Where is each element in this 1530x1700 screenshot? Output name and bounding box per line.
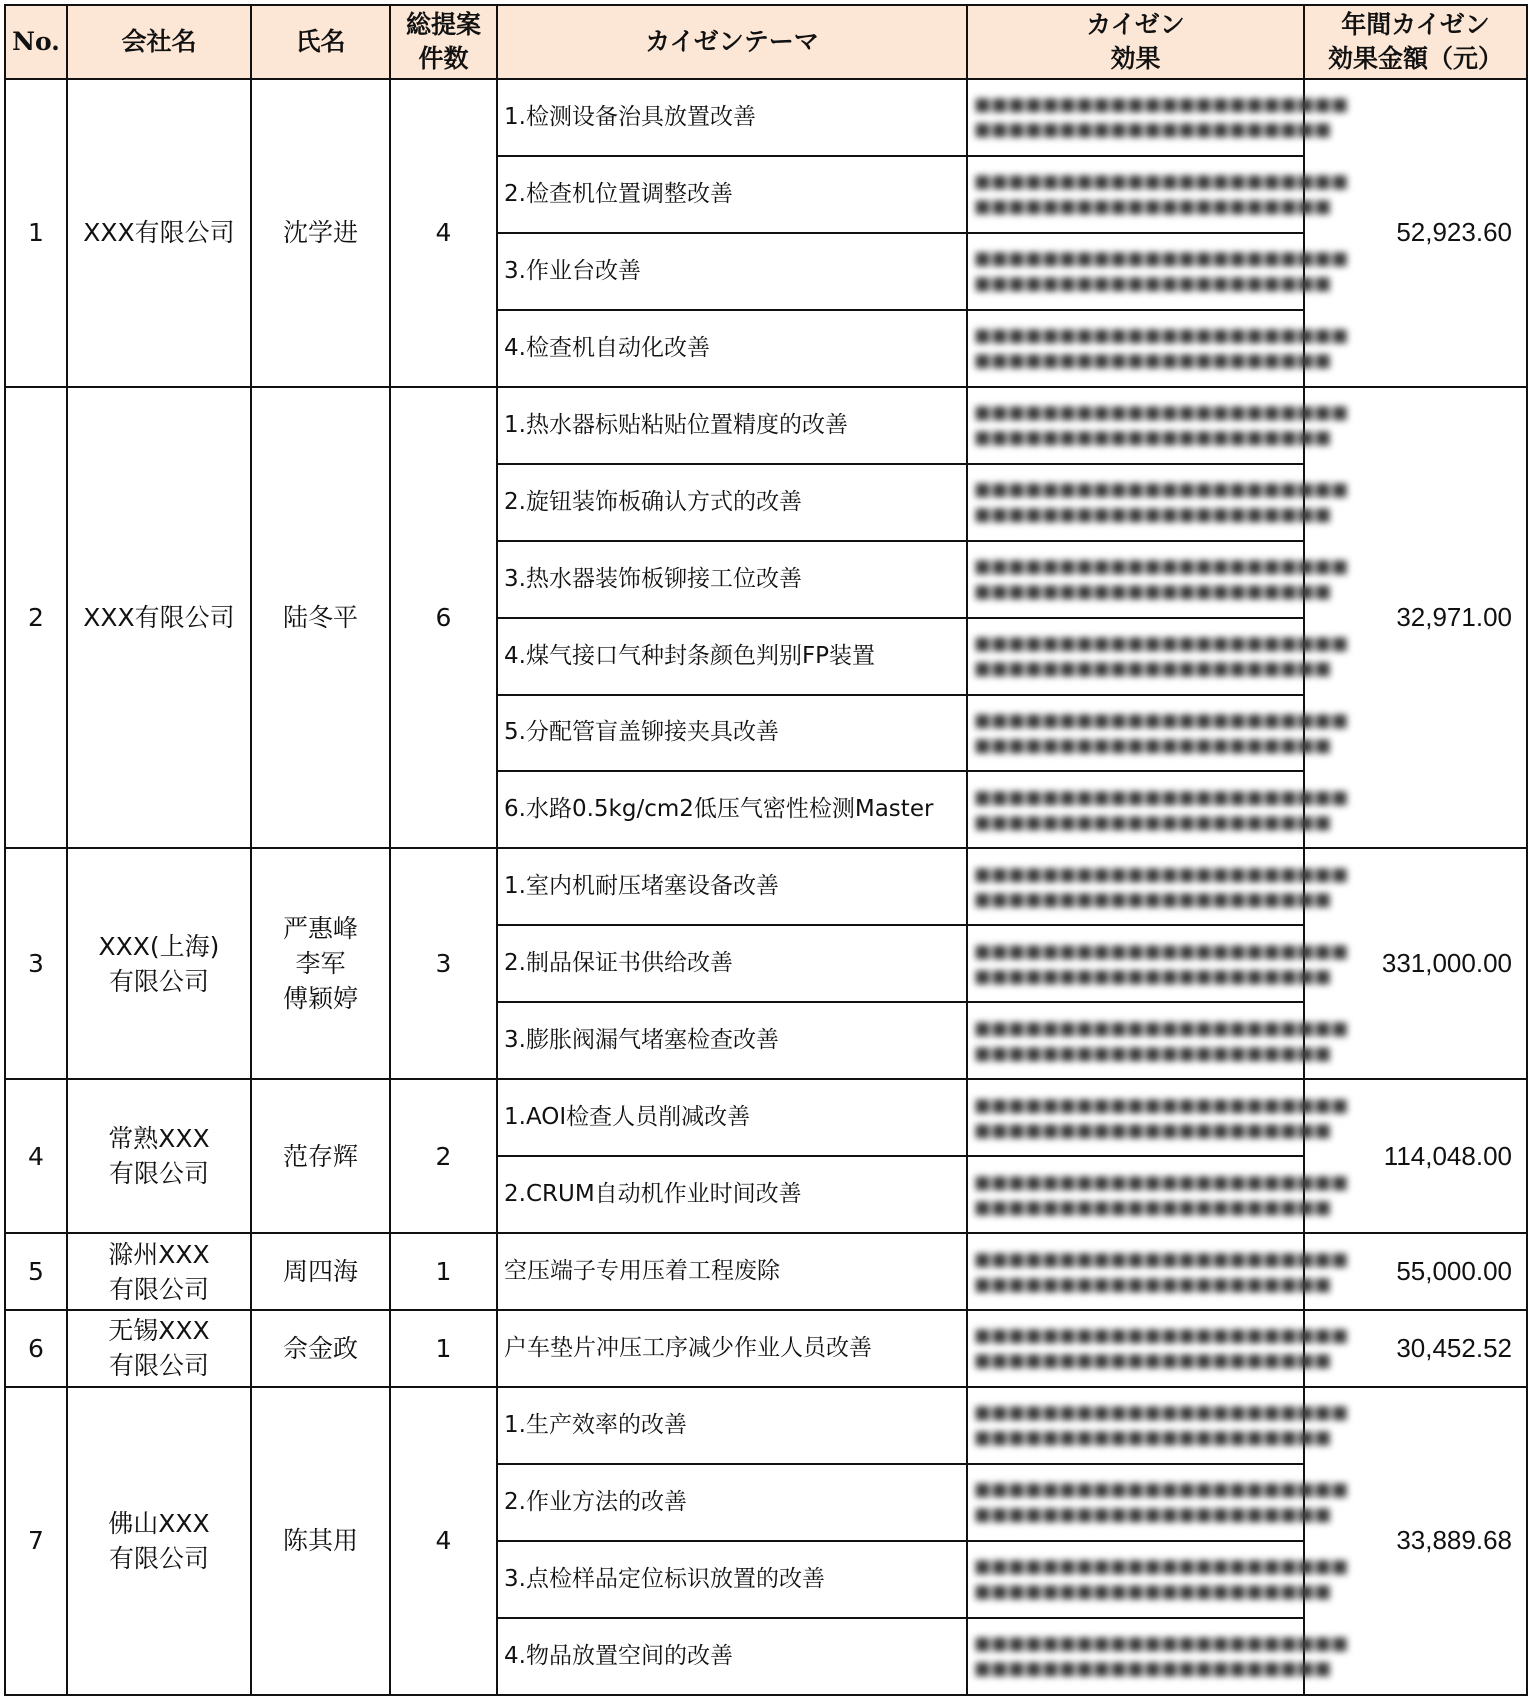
annual-effect-amount: 114,048.00	[1304, 1079, 1527, 1233]
table-body	[5, 79, 1527, 1695]
blurred-text: ■■■■■■■■■■■■■■■■■■■■■■	[974, 1479, 1349, 1501]
proposal-count: 3	[390, 848, 497, 1079]
kaizen-effect-blurred	[967, 1541, 1349, 1618]
company-name-line: XXX有限公司	[83, 218, 235, 248]
company-name-line: 有限公司	[108, 966, 209, 996]
blurred-text: ■■■■■■■■■■■■■■■■■■■■■■	[974, 940, 1349, 962]
table-row	[5, 1310, 1527, 1387]
person-name-line: 陆冬平	[282, 603, 358, 633]
kaizen-effect-blurred	[967, 387, 1349, 464]
blurred-text: ■■■■■■■■■■■■■■■■■■■■■	[974, 1042, 1332, 1064]
kaizen-theme: 户车垫片冲压工序减少作业人员改善	[497, 1310, 967, 1387]
blurred-text: ■■■■■■■■■■■■■■■■■■■■■■	[974, 479, 1349, 501]
header-amount	[1304, 5, 1527, 79]
kaizen-effect-blurred	[967, 1233, 1349, 1310]
blurred-text: ■■■■■■■■■■■■■■■■■■■■■	[974, 1504, 1332, 1526]
kaizen-effect-blurred	[967, 1079, 1349, 1156]
header-amount-line: 効果金額（元）	[1327, 44, 1503, 73]
kaizen-theme: 1.室内机耐压堵塞设备改善	[497, 848, 967, 925]
header-company: 会社名	[67, 5, 251, 79]
blurred-text: ■■■■■■■■■■■■■■■■■■■■■■	[974, 325, 1349, 347]
annual-effect-amount: 55,000.00	[1304, 1233, 1527, 1310]
kaizen-effect-blurred	[967, 156, 1349, 233]
blurred-text: ■■■■■■■■■■■■■■■■■■■■■■	[974, 171, 1349, 193]
kaizen-theme: 3.膨胀阀漏气堵塞检查改善	[497, 1002, 967, 1079]
blurred-text: ■■■■■■■■■■■■■■■■■■■■■	[974, 811, 1332, 833]
person-name	[251, 1387, 390, 1695]
person-name-line: 傅颖婷	[282, 984, 358, 1014]
person-name	[251, 1233, 390, 1310]
company-name	[67, 387, 251, 849]
person-name	[251, 848, 390, 1079]
person-name	[251, 1079, 390, 1233]
kaizen-theme: 2.检查机位置调整改善	[497, 156, 967, 233]
kaizen-theme: 6.水路0.5kg/cm2低压气密性检测Master	[497, 771, 967, 848]
blurred-text: ■■■■■■■■■■■■■■■■■■■■■	[974, 350, 1332, 372]
company-name	[67, 1310, 251, 1387]
company-name	[67, 1233, 251, 1310]
person-name	[251, 79, 390, 387]
company-name	[67, 1079, 251, 1233]
kaizen-effect-blurred	[967, 233, 1349, 310]
header-effect-line: 効果	[1110, 44, 1161, 73]
kaizen-theme: 空压端子专用压着工程废除	[497, 1233, 967, 1310]
blurred-text: ■■■■■■■■■■■■■■■■■■■■■	[974, 965, 1332, 987]
kaizen-theme: 3.作业台改善	[497, 233, 967, 310]
blurred-text: ■■■■■■■■■■■■■■■■■■■■■	[974, 196, 1332, 218]
kaizen-effect-blurred	[967, 618, 1349, 695]
blurred-text: ■■■■■■■■■■■■■■■■■■■■■■	[974, 556, 1349, 578]
company-name-line: 有限公司	[108, 1274, 209, 1304]
company-name-line: 佛山XXX	[108, 1508, 210, 1538]
blurred-text: ■■■■■■■■■■■■■■■■■■■■■■	[974, 402, 1349, 424]
kaizen-effect-blurred	[967, 1387, 1349, 1464]
kaizen-effect-blurred	[967, 541, 1349, 618]
blurred-text: ■■■■■■■■■■■■■■■■■■■■■	[974, 1196, 1332, 1218]
annual-effect-amount: 331,000.00	[1304, 848, 1527, 1079]
annual-effect-amount: 32,971.00	[1304, 387, 1527, 849]
kaizen-theme: 1.生产效率的改善	[497, 1387, 967, 1464]
blurred-text: ■■■■■■■■■■■■■■■■■■■■■■	[974, 709, 1349, 731]
blurred-text: ■■■■■■■■■■■■■■■■■■■■■	[974, 734, 1332, 756]
blurred-text: ■■■■■■■■■■■■■■■■■■■■■■	[974, 1325, 1349, 1347]
kaizen-theme: 1.检测设备治具放置改善	[497, 79, 967, 156]
blurred-text: ■■■■■■■■■■■■■■■■■■■■■	[974, 1427, 1332, 1449]
person-name-line: 李军	[295, 949, 346, 979]
blurred-text: ■■■■■■■■■■■■■■■■■■■■■	[974, 1581, 1332, 1603]
kaizen-results-table	[4, 4, 1528, 1696]
blurred-text: ■■■■■■■■■■■■■■■■■■■■■	[974, 1119, 1332, 1141]
company-name-line: 有限公司	[108, 1351, 209, 1381]
row-number: 4	[5, 1079, 67, 1233]
kaizen-theme: 1.AOI检查人员削减改善	[497, 1079, 967, 1156]
company-name-line: XXX(上海)	[98, 931, 220, 961]
table-header-row	[5, 5, 1527, 79]
blurred-text: ■■■■■■■■■■■■■■■■■■■■■■	[974, 1633, 1349, 1655]
person-name-line: 沈学进	[282, 218, 358, 248]
blurred-text: ■■■■■■■■■■■■■■■■■■■■■	[974, 504, 1332, 526]
company-name-line: 常熟XXX	[108, 1124, 210, 1154]
blurred-text: ■■■■■■■■■■■■■■■■■■■■■■	[974, 1248, 1349, 1270]
blurred-text: ■■■■■■■■■■■■■■■■■■■■■■	[974, 1402, 1349, 1424]
row-number: 6	[5, 1310, 67, 1387]
kaizen-theme: 5.分配管盲盖铆接夹具改善	[497, 695, 967, 772]
blurred-text: ■■■■■■■■■■■■■■■■■■■■■	[974, 273, 1332, 295]
annual-effect-amount: 33,889.68	[1304, 1387, 1527, 1695]
header-count	[390, 5, 497, 79]
kaizen-effect-blurred	[967, 925, 1349, 1002]
person-name-line: 严惠峰	[282, 914, 358, 944]
kaizen-theme: 4.检查机自动化改善	[497, 310, 967, 387]
table-row	[5, 1233, 1527, 1310]
kaizen-effect-blurred	[967, 464, 1349, 541]
person-name-line: 佘金政	[282, 1333, 358, 1363]
company-name	[67, 79, 251, 387]
header-effect-line: カイゼン	[1086, 10, 1185, 39]
blurred-text: ■■■■■■■■■■■■■■■■■■■■■	[974, 658, 1332, 680]
header-theme: カイゼンテーマ	[497, 5, 967, 79]
table-row	[5, 1387, 1527, 1464]
company-name-line: XXX有限公司	[83, 603, 235, 633]
blurred-text: ■■■■■■■■■■■■■■■■■■■■■	[974, 119, 1332, 141]
header-person: 氏名	[251, 5, 390, 79]
header-count-line: 件数	[418, 44, 469, 73]
blurred-text: ■■■■■■■■■■■■■■■■■■■■■■	[974, 863, 1349, 885]
header-no: No.	[5, 5, 67, 79]
table-row	[5, 79, 1527, 156]
blurred-text: ■■■■■■■■■■■■■■■■■■■■■	[974, 1658, 1332, 1680]
kaizen-effect-blurred	[967, 1464, 1349, 1541]
company-name	[67, 1387, 251, 1695]
blurred-text: ■■■■■■■■■■■■■■■■■■■■■■	[974, 1094, 1349, 1116]
row-number: 2	[5, 387, 67, 849]
kaizen-effect-blurred	[967, 1618, 1349, 1695]
blurred-text: ■■■■■■■■■■■■■■■■■■■■■■	[974, 1556, 1349, 1578]
company-name	[67, 848, 251, 1079]
blurred-text: ■■■■■■■■■■■■■■■■■■■■■■	[974, 1017, 1349, 1039]
header-amount-line: 年間カイゼン	[1341, 10, 1490, 39]
row-number: 5	[5, 1233, 67, 1310]
company-name-line: 无锡XXX	[108, 1316, 210, 1346]
person-name	[251, 387, 390, 849]
kaizen-effect-blurred	[967, 771, 1349, 848]
kaizen-theme: 3.热水器装饰板铆接工位改善	[497, 541, 967, 618]
company-name-line: 滁州XXX	[108, 1239, 210, 1269]
company-name-line: 有限公司	[108, 1159, 209, 1189]
blurred-text: ■■■■■■■■■■■■■■■■■■■■■	[974, 888, 1332, 910]
company-name-line: 有限公司	[108, 1543, 209, 1573]
kaizen-theme: 2.旋钮装饰板确认方式的改善	[497, 464, 967, 541]
table-row	[5, 387, 1527, 464]
proposal-count: 1	[390, 1310, 497, 1387]
person-name-line: 周四海	[282, 1257, 358, 1287]
kaizen-effect-blurred	[967, 1310, 1349, 1387]
kaizen-effect-blurred	[967, 1156, 1349, 1233]
blurred-text: ■■■■■■■■■■■■■■■■■■■■■	[974, 581, 1332, 603]
proposal-count: 6	[390, 387, 497, 849]
blurred-text: ■■■■■■■■■■■■■■■■■■■■■■	[974, 1171, 1349, 1193]
person-name-line: 陈其用	[282, 1526, 358, 1556]
blurred-text: ■■■■■■■■■■■■■■■■■■■■■■	[974, 786, 1349, 808]
proposal-count: 4	[390, 1387, 497, 1695]
row-number: 7	[5, 1387, 67, 1695]
header-effect	[967, 5, 1304, 79]
blurred-text: ■■■■■■■■■■■■■■■■■■■■■	[974, 427, 1332, 449]
table-row	[5, 848, 1527, 925]
kaizen-theme: 3.点检样品定位标识放置的改善	[497, 1541, 967, 1618]
row-number: 3	[5, 848, 67, 1079]
kaizen-theme: 2.制品保证书供给改善	[497, 925, 967, 1002]
kaizen-theme: 2.作业方法的改善	[497, 1464, 967, 1541]
person-name	[251, 1310, 390, 1387]
proposal-count: 4	[390, 79, 497, 387]
blurred-text: ■■■■■■■■■■■■■■■■■■■■■■	[974, 248, 1349, 270]
kaizen-effect-blurred	[967, 848, 1349, 925]
blurred-text: ■■■■■■■■■■■■■■■■■■■■■■	[974, 94, 1349, 116]
kaizen-effect-blurred	[967, 1002, 1349, 1079]
annual-effect-amount: 52,923.60	[1304, 79, 1527, 387]
kaizen-theme: 1.热水器标贴粘贴位置精度的改善	[497, 387, 967, 464]
blurred-text: ■■■■■■■■■■■■■■■■■■■■■■	[974, 633, 1349, 655]
proposal-count: 1	[390, 1233, 497, 1310]
row-number: 1	[5, 79, 67, 387]
blurred-text: ■■■■■■■■■■■■■■■■■■■■■	[974, 1350, 1332, 1372]
blurred-text: ■■■■■■■■■■■■■■■■■■■■■	[974, 1273, 1332, 1295]
kaizen-effect-blurred	[967, 79, 1349, 156]
kaizen-theme: 4.物品放置空间的改善	[497, 1618, 967, 1695]
proposal-count: 2	[390, 1079, 497, 1233]
person-name-line: 范存辉	[282, 1141, 358, 1171]
header-count-line: 総提案	[405, 10, 481, 39]
kaizen-effect-blurred	[967, 695, 1349, 772]
kaizen-effect-blurred	[967, 310, 1349, 387]
table-row	[5, 1079, 1527, 1156]
annual-effect-amount: 30,452.52	[1304, 1310, 1527, 1387]
kaizen-theme: 2.CRUM自动机作业时间改善	[497, 1156, 967, 1233]
kaizen-theme: 4.煤气接口气种封条颜色判别FP装置	[497, 618, 967, 695]
